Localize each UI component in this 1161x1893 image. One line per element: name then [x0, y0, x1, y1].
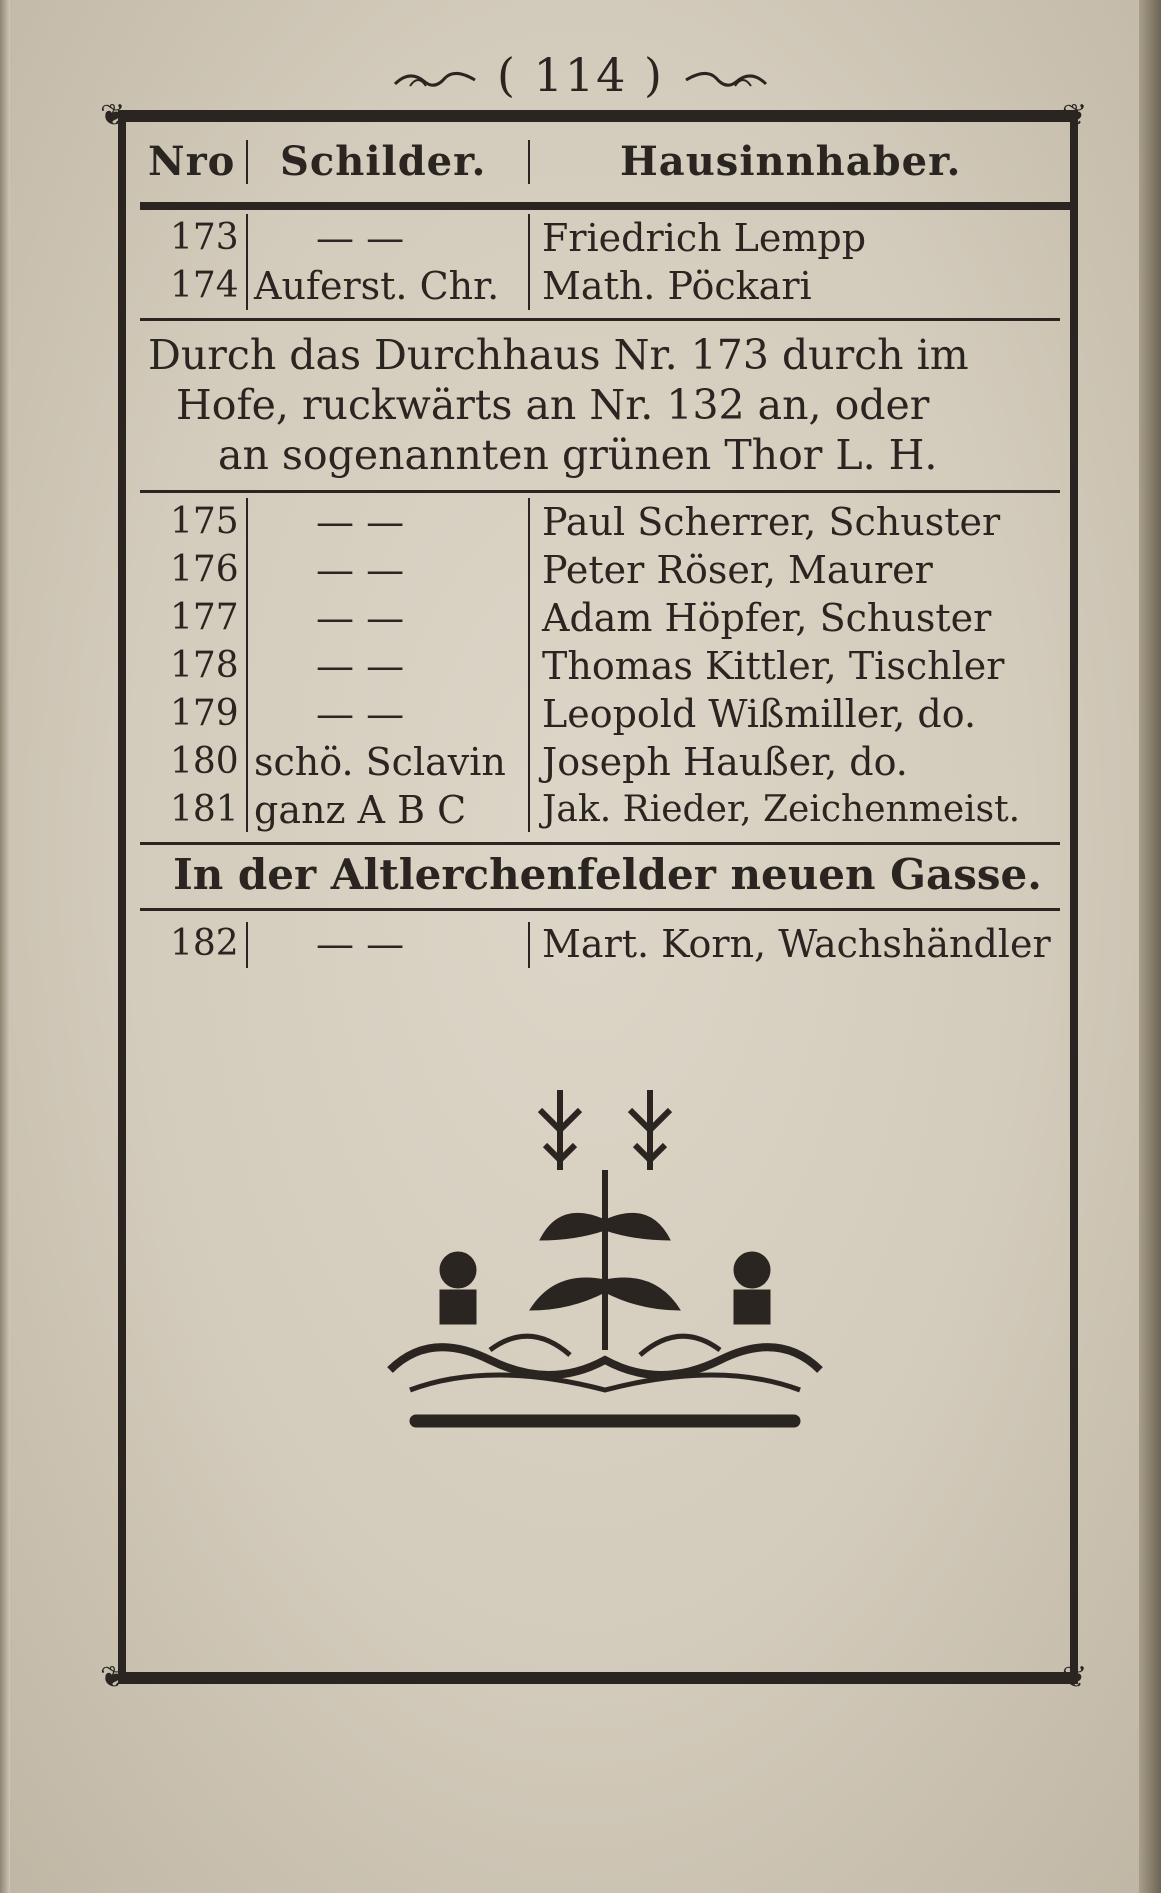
table-row-schild: — — — [316, 596, 405, 640]
table-row-schild: ganz A B C — [254, 788, 467, 832]
table-row-inhaber: Adam Höpfer, Schuster — [542, 596, 992, 640]
paragraph-line: an sogenannten grünen Thor L. H. — [218, 431, 938, 479]
table-row-inhaber: Peter Röser, Maurer — [542, 548, 933, 592]
col-sep — [528, 922, 530, 968]
table-row-inhaber: Math. Pöckari — [542, 264, 812, 308]
col-sep — [246, 214, 248, 310]
col-sep — [528, 498, 530, 832]
col-sep — [246, 922, 248, 968]
table-row-schild: — — — [316, 922, 405, 966]
table-row-nr: 177 — [170, 597, 239, 638]
paragraph-line: Durch das Durchhaus Nr. 173 durch im — [148, 331, 969, 379]
left-border — [118, 110, 126, 1684]
table-row-inhaber: Joseph Haußer, do. — [542, 740, 908, 784]
header-inhaber: Hausinnhaber. — [620, 138, 962, 185]
table-row-nr: 176 — [170, 549, 239, 590]
header-sep — [528, 140, 530, 184]
table-row-inhaber: Paul Scherrer, Schuster — [542, 500, 1001, 544]
table-row-nr: 174 — [170, 265, 239, 306]
section-title: In der Altlerchenfelder neuen Gasse. — [173, 850, 1042, 899]
section-rule — [140, 490, 1060, 493]
section-rule — [140, 908, 1060, 911]
page-number-text: ( 114 ) — [497, 48, 664, 102]
table-row-inhaber: Mart. Korn, Wachshändler — [542, 922, 1051, 966]
table-row-inhaber: Friedrich Lempp — [542, 216, 867, 260]
table-row-schild: Auferst. Chr. — [254, 264, 500, 308]
corner-ornament-icon: ❦ — [1062, 98, 1088, 133]
corner-ornament-icon: ❦ — [1062, 1660, 1088, 1695]
col-sep — [528, 214, 530, 310]
table-row-nr: 181 — [170, 789, 239, 830]
corner-ornament-icon: ❦ — [100, 1660, 126, 1695]
section-rule — [140, 842, 1060, 845]
table-row-inhaber: Thomas Kittler, Tischler — [542, 644, 1005, 688]
table-row-nr: 180 — [170, 741, 239, 782]
table-row-inhaber: Leopold Wißmiller, do. — [542, 692, 977, 736]
table-row-nr: 178 — [170, 645, 239, 686]
table-row-schild: — — — [316, 216, 405, 260]
col-sep — [246, 498, 248, 832]
table-row-nr: 175 — [170, 501, 239, 542]
header-rule — [140, 202, 1070, 210]
header-schilder: Schilder. — [280, 138, 487, 185]
right-flourish-icon — [681, 64, 771, 94]
section-rule — [140, 318, 1060, 321]
page-number — [0, 48, 1161, 102]
table-row-nr: 173 — [170, 217, 239, 258]
corner-ornament-icon: ❦ — [100, 98, 126, 133]
table-row-schild: — — — [316, 644, 405, 688]
header-sep — [246, 140, 248, 184]
table-row-schild: — — — [316, 692, 405, 736]
table-row-inhaber: Jak. Rieder, Zeichenmeist. — [542, 789, 1021, 830]
table-row-nr: 182 — [170, 923, 239, 964]
page-gutter — [1139, 0, 1161, 1893]
header-nr: Nro — [148, 138, 236, 185]
table-row-schild: — — — [316, 500, 405, 544]
bottom-border — [118, 1672, 1070, 1684]
paragraph-line: Hofe, ruckwärts an Nr. 132 an, oder — [176, 381, 930, 429]
table-row-schild: schö. Sclavin — [254, 740, 506, 784]
floral-vignette-icon — [370, 1070, 840, 1440]
top-border — [118, 110, 1070, 122]
table-row-nr: 179 — [170, 693, 239, 734]
table-row-schild: — — — [316, 548, 405, 592]
page-left-edge — [0, 0, 10, 1893]
left-flourish-icon — [390, 64, 480, 94]
